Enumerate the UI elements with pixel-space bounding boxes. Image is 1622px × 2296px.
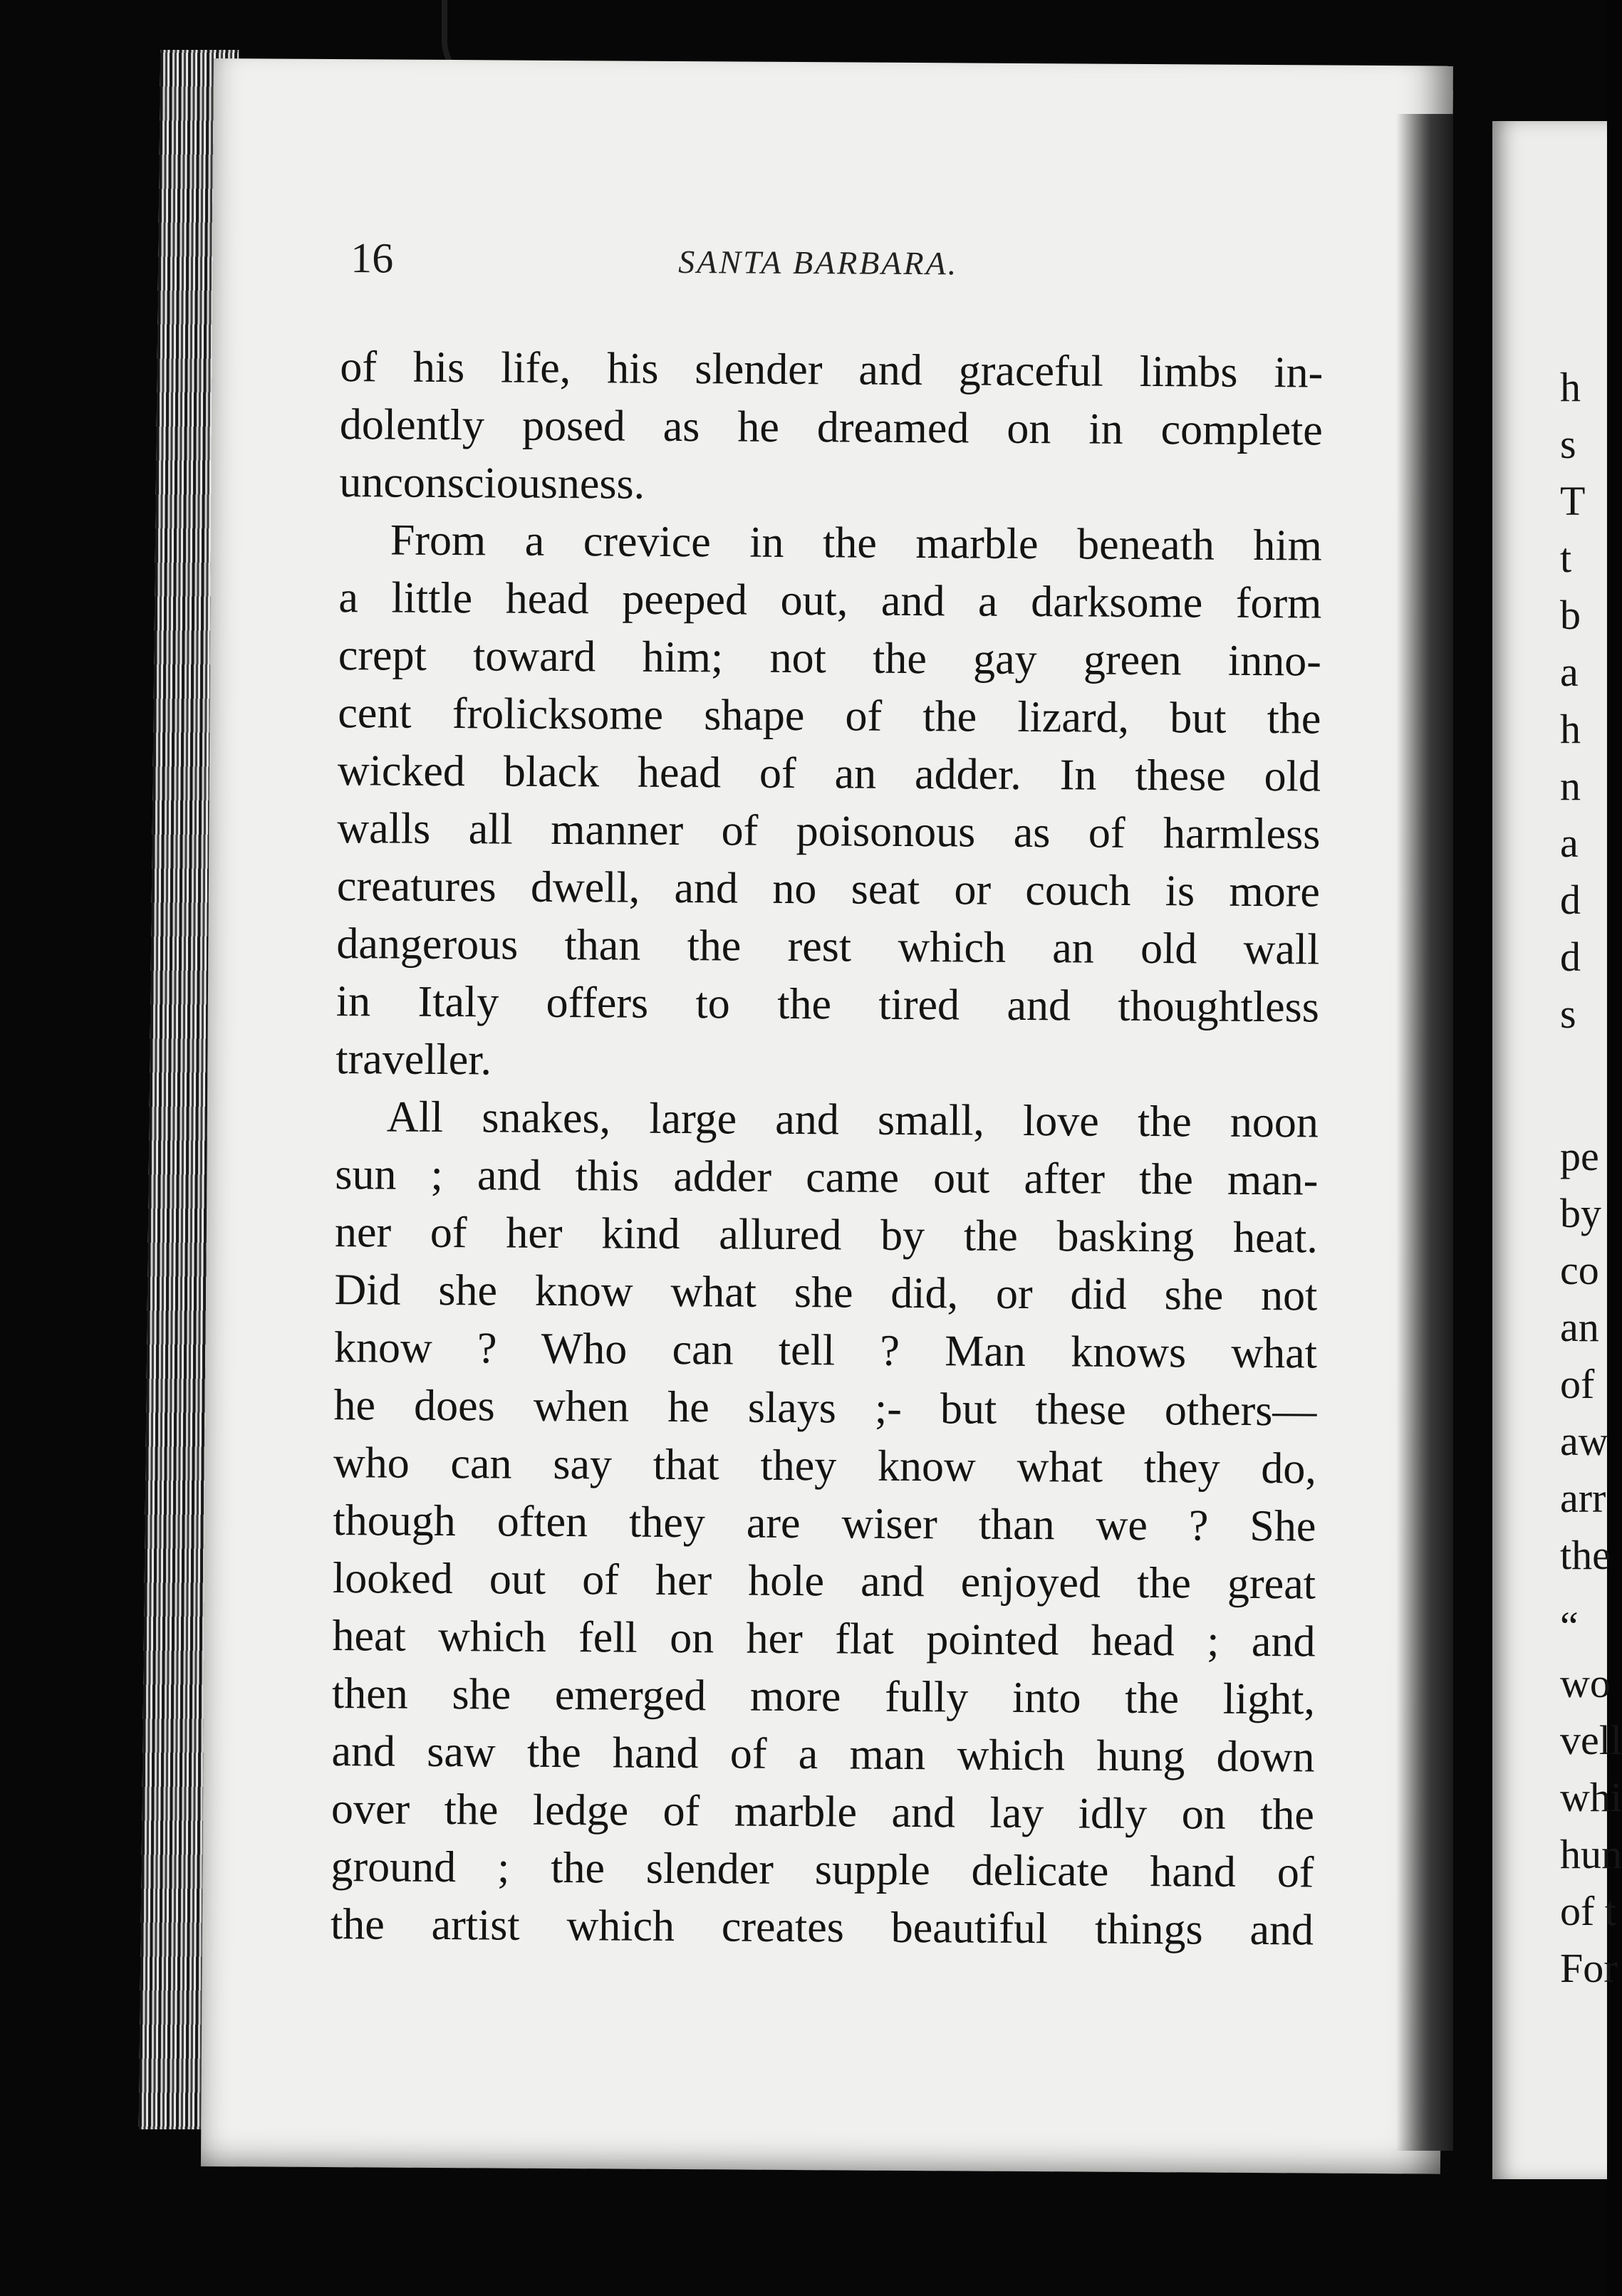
- text-line: All snakes, large and small, love the noon: [386, 1092, 1319, 1147]
- facing-fragment: the: [1560, 1532, 1611, 1578]
- facing-fragment: pe: [1560, 1133, 1599, 1179]
- gutter-shadow: [1396, 114, 1453, 2151]
- facing-fragment: vell: [1560, 1717, 1622, 1763]
- facing-fragment: aw: [1560, 1418, 1608, 1464]
- facing-fragment: t: [1560, 535, 1572, 581]
- facing-fragment: d: [1560, 877, 1581, 923]
- facing-fragment: of t: [1560, 1888, 1616, 1934]
- text-line: and saw the hand of a man which hung down: [331, 1727, 1315, 1782]
- text-line: cent frolicksome shape of the lizard, but the: [338, 689, 1321, 743]
- text-line: over the ledge of marble and lay idly on the: [331, 1785, 1315, 1840]
- text-line: unconsciousness.: [339, 458, 645, 508]
- facing-fragment: of: [1560, 1361, 1595, 1407]
- book-page-left: [201, 58, 1453, 2174]
- text-line: creatures dwell, and no seat or couch is more: [336, 862, 1321, 917]
- text-line: though often they are wiser than we ? She: [333, 1496, 1316, 1551]
- text-line: the artist which creates beautiful things and: [330, 1900, 1314, 1955]
- running-head-title: SANTA BARBARA.: [678, 243, 959, 282]
- facing-fragment: d: [1560, 934, 1581, 980]
- page-number: 16: [350, 234, 394, 282]
- text-line: in Italy offers to the tired and thoughtless: [336, 977, 1320, 1032]
- facing-fragment: T: [1560, 478, 1586, 524]
- text-line: ground ; the slender supple delicate hand of: [331, 1842, 1314, 1897]
- text-line: a little head peeped out, and a darksome form: [338, 573, 1322, 628]
- facing-fragment: h: [1560, 706, 1581, 752]
- facing-fragment: n: [1560, 763, 1581, 809]
- facing-fragment: “: [1560, 1603, 1579, 1649]
- facing-fragment: wo: [1560, 1660, 1611, 1706]
- book-page-right-partial: [1492, 121, 1622, 2179]
- facing-fragment: s: [1560, 991, 1576, 1037]
- facing-fragment: by: [1560, 1190, 1601, 1236]
- facing-fragment: s: [1560, 421, 1576, 467]
- facing-fragment: an: [1560, 1304, 1599, 1350]
- facing-fragment: co: [1560, 1247, 1599, 1293]
- facing-fragment: For: [1560, 1945, 1618, 1991]
- facing-fragment: a: [1560, 649, 1579, 695]
- text-line: dolently posed as he dreamed on in complete: [339, 400, 1324, 455]
- text-line: know ? Who can tell ? Man knows what: [333, 1323, 1318, 1378]
- facing-fragment: hun: [1560, 1831, 1622, 1877]
- facing-fragment: h: [1560, 364, 1581, 410]
- facing-fragment: b: [1560, 592, 1581, 638]
- text-line: traveller.: [336, 1035, 492, 1085]
- page-body-text: [331, 338, 1324, 1959]
- running-head: [350, 234, 1348, 304]
- text-line: Did she know what she did, or did she not: [334, 1266, 1318, 1320]
- text-line: who can say that they know what they do,: [333, 1439, 1317, 1493]
- facing-fragment: arr: [1560, 1475, 1606, 1521]
- text-line: he does when he slays ;- but these others—: [333, 1381, 1317, 1436]
- text-line: looked out of her hole and enjoyed the great: [332, 1554, 1316, 1609]
- text-line: sun ; and this adder came out after the man-: [335, 1150, 1319, 1205]
- text-line: crept toward him; not the gay green inno-: [338, 631, 1322, 686]
- text-line: ner of her kind allured by the basking heat.: [334, 1208, 1319, 1263]
- text-line: wicked black head of an adder. In these old: [337, 746, 1321, 801]
- facing-fragment: whi: [1560, 1774, 1622, 1820]
- text-line: then she emerged more fully into the light,: [331, 1669, 1316, 1724]
- text-line: dangerous than the rest which an old wall: [336, 919, 1320, 974]
- text-line: of his life, his slender and graceful limbs in-: [340, 343, 1324, 397]
- text-line: walls all manner of poisonous as of harmless: [337, 804, 1321, 859]
- text-line: From a crevice in the marble beneath him: [390, 516, 1323, 570]
- text-line: heat which fell on her flat pointed head ; and: [332, 1612, 1316, 1666]
- facing-fragment: a: [1560, 820, 1579, 866]
